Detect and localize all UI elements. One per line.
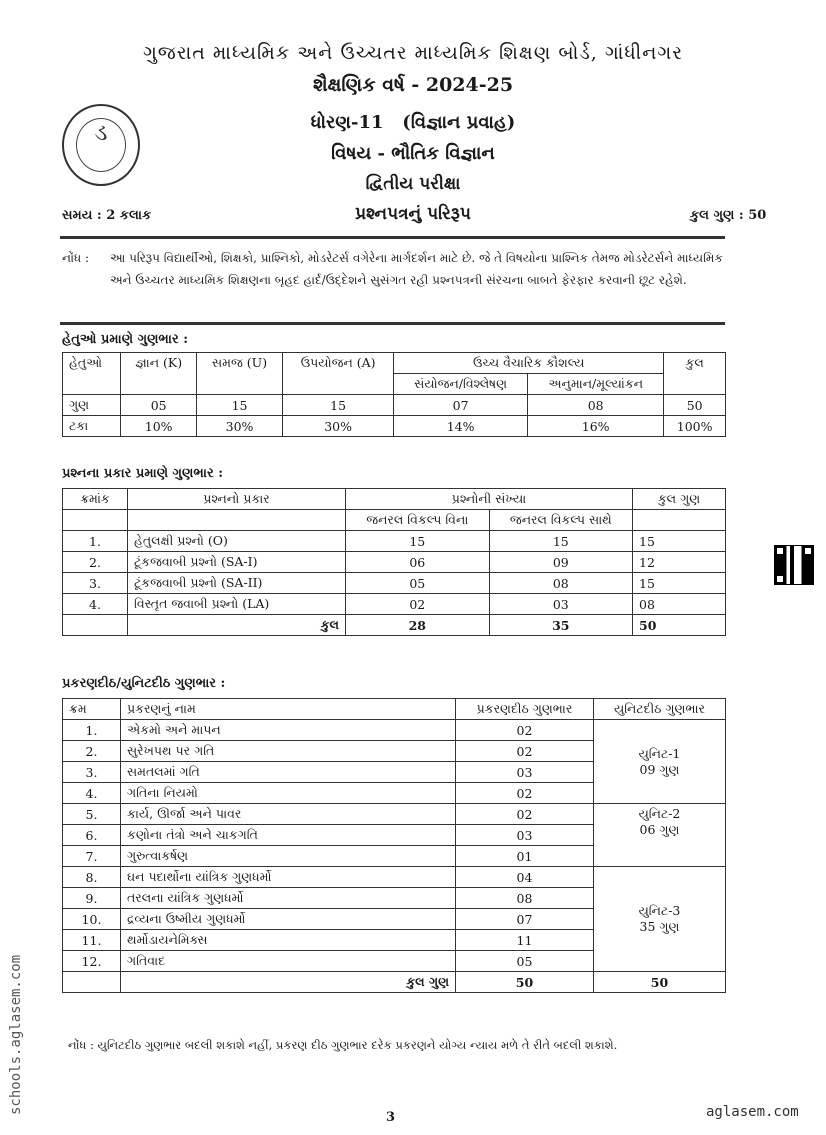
total-marks: કુલ ગુણ : 50 <box>690 208 767 223</box>
table-row: 9. તરલના યાંત્રિક ગુણધર્મો 08 <box>63 888 726 909</box>
header-unit-marks: યુનિટદીઠ ગુણભાર <box>593 699 725 720</box>
exam-name: દ્વિતીય પરીક્ષા <box>365 174 461 194</box>
table-row: ટકા 10% 30% 30% 14% 16% 100% <box>63 416 726 437</box>
question-types-table <box>62 488 726 636</box>
board-seal-icon: ડ <box>62 104 140 186</box>
header-chapter-name: પ્રકરણનું નામ <box>121 699 456 720</box>
header-type: પ્રશ્નનો પ્રકાર <box>128 489 346 510</box>
table-row: 10. દ્રવ્યના ઉષ્મીય ગુણધર્મો 07 <box>63 909 726 930</box>
unit-1-cell: યુનિટ-1 09 ગુણ <box>593 720 725 804</box>
table-row: 5. કાર્ય, ઊર્જા અને પાવર 02 યુનિટ-2 06 ગુણ <box>63 804 726 825</box>
table-row: 2. સુરેખપથ પર ગતિ 02 <box>63 741 726 762</box>
header-objectives: હેતુઓ <box>63 353 121 395</box>
note-label: નોંધ : <box>62 251 89 265</box>
table-row: ગુણ 05 15 15 07 08 50 <box>63 395 726 416</box>
header-knowledge: જ્ઞાન (K) <box>121 353 197 395</box>
chapters-heading: પ્રકરણદીઠ/યુનિટદીઠ ગુણભાર : <box>62 676 226 691</box>
header-count: પ્રશ્નોની સંખ્યા <box>346 489 633 510</box>
objectives-heading: હેતુઓ પ્રમાણે ગુણભાર : <box>62 332 189 347</box>
watermark-left: schools.aglasem.com <box>8 954 24 1115</box>
header-with-option: જનરલ વિકલ્પ સાથે <box>489 510 632 531</box>
header-hots: ઉચ્ચ વૈચારિક કૌશલ્ય <box>394 353 664 374</box>
header-marks: કુલ ગુણ <box>633 489 726 510</box>
table-row: 8. ઘન પદાર્થોના યાંત્રિક ગુણધર્મો 04 યુનિટ-3 35 ગુણ <box>63 867 726 888</box>
qr-code-icon <box>775 546 813 584</box>
header-synthesis: સંયોજન/વિશ્લેષણ <box>394 374 528 395</box>
chapters-footnote: નોંધ : યુનિટદીઠ ગુણભાર બદલી શકાશે નહીં, પ્રકરણ દીઠ ગુણભાર દરેક પ્રકરણને યોગ્ય ન્યાય મળે તે રીતે બદલી શકાશે. <box>68 1038 618 1052</box>
board-name: ગુજરાત માધ્યમિક અને ઉચ્ચતર માધ્યમિક શિક્ષણ બોર્ડ, ગાંધીનગર <box>142 42 684 64</box>
header-application: ઉપયોજન (A) <box>283 353 394 395</box>
page-title: પ્રશ્નપત્રનું પરિરૂપ <box>355 204 471 224</box>
table-row: 4. વિસ્તૃત જવાબી પ્રશ્નો (LA) 02 03 08 <box>63 594 726 615</box>
divider <box>60 322 725 325</box>
question-types-heading: પ્રશ્નના પ્રકાર પ્રમાણે ગુણભાર : <box>62 466 224 481</box>
table-row: 1. એકમો અને માપન 02 યુનિટ-1 09 ગુણ <box>63 720 726 741</box>
total-row: કુલ ગુણ 50 50 <box>63 972 726 993</box>
standard: ધોરણ-11 (વિજ્ઞાન પ્રવાહ) <box>310 112 516 133</box>
table-row: 2. ટૂંકજવાબી પ્રશ્નો (SA-I) 06 09 12 <box>63 552 726 573</box>
table-row: 4. ગતિના નિયમો 02 <box>63 783 726 804</box>
table-row: 6. કણોના તંત્રો અને ચાકગતિ 03 <box>63 825 726 846</box>
table-row: 11. થર્મોડાયનેમિક્સ 11 <box>63 930 726 951</box>
subject: વિષય - ભૌતિક વિજ્ઞાન <box>331 143 495 164</box>
header-understanding: સમજ (U) <box>197 353 283 395</box>
header-evaluation: અનુમાન/મૂલ્યાંકન <box>528 374 664 395</box>
unit-2-cell: યુનિટ-2 06 ગુણ <box>593 804 725 867</box>
total-row: કુલ 28 35 50 <box>63 615 726 636</box>
header-no: ક્રમ <box>63 699 121 720</box>
table-row: 3. ટૂંકજવાબી પ્રશ્નો (SA-II) 05 08 15 <box>63 573 726 594</box>
header-total: કુલ <box>664 353 726 395</box>
watermark-right: aglasem.com <box>706 1104 799 1120</box>
note <box>62 247 727 291</box>
objectives-table <box>62 352 726 437</box>
note-text: આ પરિરૂપ વિદ્યાર્થીઓ, શિક્ષકો, પ્રાશ્નિકો, મોડરેટર્સ વગેરેના માર્ગદર્શન માટે છે. જે તે વિષયોના પ્રાશ્નિક તેમજ મોડરેટર્સને માધ્યમિક અને ઉચ્ચતર માધ્યમિક શિક્ષણના બૃહદ હાર્દ/ઉદ્દેશને સુસંગત રહી પ્રશ્નપત્રની સંરચના બાબતે ફેરફાર કરવાની છૂટ રહેશે. <box>110 251 723 287</box>
table-row: 1. હેતુલક્ષી પ્રશ્નો (O) 15 15 15 <box>63 531 726 552</box>
table-row: 7. ગુરુત્વાકર્ષણ 01 <box>63 846 726 867</box>
header-no: ક્રમાંક <box>63 489 128 510</box>
divider <box>60 236 725 239</box>
page-number: 3 <box>386 1110 396 1125</box>
academic-year: શૈક્ષણિક વર્ષ - 2024-25 <box>312 74 514 96</box>
header-chapter-marks: પ્રકરણદીઠ ગુણભાર <box>456 699 594 720</box>
table-row: 3. સમતલમાં ગતિ 03 <box>63 762 726 783</box>
chapters-table <box>62 698 726 993</box>
exam-time: સમય : 2 કલાક <box>62 208 152 223</box>
unit-3-cell: યુનિટ-3 35 ગુણ <box>593 867 725 972</box>
table-row: 12. ગતિવાદ 05 <box>63 951 726 972</box>
header-without-option: જનરલ વિકલ્પ વિના <box>346 510 490 531</box>
